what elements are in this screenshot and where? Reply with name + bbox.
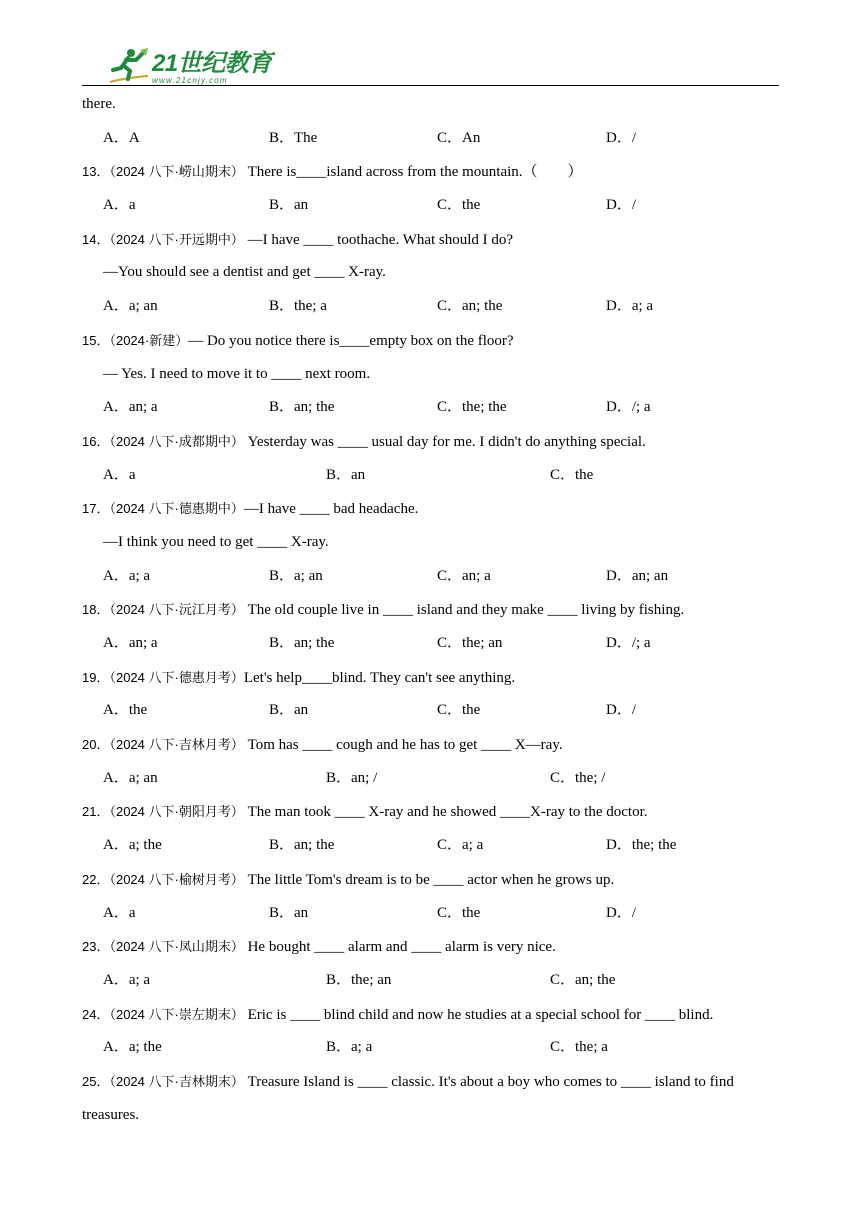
option-c: C．the; an <box>437 635 503 651</box>
question-text-continued: treasures. <box>82 1106 140 1123</box>
option-c: C．an; the <box>550 971 616 988</box>
option-c: C．an; the <box>437 298 503 315</box>
option-a: A．the <box>103 702 148 719</box>
option-c: C．a; a <box>437 837 484 854</box>
option-b: B．an; the <box>269 837 335 854</box>
option-row <box>82 762 782 796</box>
question-stem <box>82 661 782 695</box>
question-number: 17． <box>82 501 110 517</box>
option-d: D．/ <box>606 197 637 214</box>
option-b: B．a; an <box>269 567 323 584</box>
logo-wordmark: 21世纪教育 <box>152 50 272 77</box>
continued-text: there. <box>82 96 116 112</box>
option-a: A．a; the <box>103 1039 162 1056</box>
option-c: C．the <box>550 466 594 483</box>
option-row <box>82 829 782 863</box>
question-text: Eric is ____ blind child and now he studies at a special school for ____ blind. <box>243 1006 714 1023</box>
question-number: 18． <box>82 602 110 618</box>
option-b: B．an <box>269 197 309 214</box>
option-b: B．an <box>326 466 366 483</box>
question-source: （2024 八下·成都期中） <box>109 433 244 449</box>
option-b: B．a; a <box>326 1039 373 1056</box>
question-number: 22． <box>82 871 110 887</box>
question-number: 13． <box>82 164 110 180</box>
question-source: （2024 八下·德惠月考） <box>109 669 244 685</box>
option-row <box>82 290 782 324</box>
option-a: A．a; an <box>103 298 158 315</box>
question-number: 19． <box>82 669 110 685</box>
option-c: C．the <box>437 197 481 214</box>
option-c: C．the; / <box>550 769 606 786</box>
question-item <box>82 998 782 1065</box>
header-divider <box>82 85 779 86</box>
question-item <box>82 593 782 660</box>
question-stem <box>82 1065 782 1099</box>
question-item <box>82 728 782 795</box>
question-stem <box>82 324 782 358</box>
question-text: — Do you notice there is____empty box on the floor? <box>188 332 514 349</box>
option-b: B．an <box>269 904 309 921</box>
question-list <box>82 88 782 1132</box>
option-row <box>82 391 782 425</box>
option-d: D．/; a <box>606 635 651 651</box>
option-row <box>82 1031 782 1065</box>
question-item <box>82 661 782 728</box>
question-source: （2024 八下·朝阳月考） <box>109 804 244 820</box>
question-source: （2024 八下·崂山期末） <box>109 164 244 180</box>
option-row <box>82 627 782 661</box>
question-text: Treasure Island is ____ classic. It's about a boy who comes to ____ island to find <box>243 1073 734 1090</box>
question-text: Tom has ____ cough and he has to get ____ X—ray. <box>243 737 563 754</box>
option-row <box>82 459 782 493</box>
option-a: A．a <box>103 466 136 483</box>
page-header <box>82 38 779 86</box>
option-row <box>82 122 782 156</box>
question-number: 21． <box>82 804 110 820</box>
option-c: C．an; a <box>437 567 491 584</box>
question-item <box>82 863 782 930</box>
question-text: The little Tom's dream is to be ____ actor when he grows up. <box>243 871 615 888</box>
runner-icon <box>104 46 150 86</box>
option-a: A．a; a <box>103 567 151 584</box>
option-a: A．A <box>103 129 140 146</box>
question-number: 20． <box>82 737 110 753</box>
question-source: （2024 八下·开远期中） <box>109 231 244 247</box>
question-text: The man took ____ X-ray and he showed ____X-ray to the doctor. <box>243 804 648 821</box>
question-stem <box>82 930 782 964</box>
question-dialogue-line: — Yes. I need to move it to ____ next room. <box>103 365 371 382</box>
option-a: A．a; the <box>103 837 162 854</box>
question-stem <box>82 155 782 189</box>
option-a: A．a <box>103 197 136 214</box>
option-b: B．an; / <box>326 769 378 786</box>
brand-logo <box>104 42 272 86</box>
question-stem <box>82 492 782 526</box>
option-row <box>82 560 782 594</box>
question-stem <box>82 863 782 897</box>
question-item <box>82 492 782 593</box>
question-text: The old couple live in ____ island and they make ____ living by fishing. <box>243 602 685 619</box>
question-item <box>82 324 782 425</box>
option-b: B．an <box>269 702 309 719</box>
option-b: B．the; a <box>269 298 327 315</box>
question-number: 25． <box>82 1073 110 1089</box>
option-d: D．/ <box>606 904 637 921</box>
option-a: A．an; a <box>103 635 158 651</box>
question-source: （2024 八下·德惠期中） <box>109 501 244 517</box>
question-source: （2024 八下·榆树月考） <box>109 871 244 887</box>
option-d: D．/ <box>606 129 637 146</box>
option-row <box>82 694 782 728</box>
question-stem <box>82 223 782 257</box>
logo-url: www.21cnjy.com <box>152 76 228 85</box>
question-item <box>82 930 782 997</box>
question-item <box>82 223 782 324</box>
option-b: B．The <box>269 129 318 146</box>
question-number: 24． <box>82 1006 110 1022</box>
question-source: （2024 八下·沅江月考） <box>109 602 244 618</box>
question-number: 16． <box>82 433 110 449</box>
question-item <box>82 155 782 222</box>
option-row <box>82 189 782 223</box>
option-b: B．an; the <box>269 399 335 416</box>
option-c: C．the <box>437 904 481 921</box>
option-a: A．an; a <box>103 399 158 416</box>
question-source: （2024 八下·崇左期末） <box>109 1006 244 1022</box>
question-text: —I have ____ toothache. What should I do? <box>243 231 514 248</box>
option-d: D．/ <box>606 702 637 719</box>
question-number: 15． <box>82 332 110 348</box>
option-row <box>82 897 782 931</box>
option-d: D．an; an <box>606 567 669 584</box>
question-item <box>82 425 782 492</box>
option-b: B．an; the <box>269 635 335 651</box>
question-text: Let's help____blind. They can't see anything. <box>243 669 516 686</box>
question-number: 23． <box>82 939 110 955</box>
option-b: B．the; an <box>326 971 392 988</box>
option-a: A．a; an <box>103 769 158 786</box>
question-stem <box>82 998 782 1032</box>
option-c: C．the; a <box>550 1039 608 1056</box>
question-text: He bought ____ alarm and ____ alarm is very nice. <box>243 939 556 956</box>
option-d: D．the; the <box>606 837 677 854</box>
option-c: C．the <box>437 702 481 719</box>
question-source: （2024 八下·吉林期末） <box>109 1073 244 1089</box>
question-source: （2024 八下·凤山期末） <box>109 939 244 955</box>
question-text: —I have ____ bad headache. <box>243 501 419 518</box>
option-a: A．a <box>103 904 136 921</box>
option-row <box>82 964 782 998</box>
question-text: There is____island across from the mountain.（ ） <box>243 164 583 181</box>
question-stem <box>82 593 782 627</box>
option-a: A．a; a <box>103 971 151 988</box>
question-item <box>82 1065 782 1132</box>
question-dialogue-line: —I think you need to get ____ X-ray. <box>103 533 329 550</box>
question-stem <box>82 728 782 762</box>
option-d: D．a; a <box>606 298 654 315</box>
option-c: C．the; the <box>437 399 507 416</box>
question-item <box>82 795 782 862</box>
question-number: 14． <box>82 231 110 247</box>
question-text: Yesterday was ____ usual day for me. I didn't do anything special. <box>243 433 646 450</box>
option-d: D．/; a <box>606 399 651 416</box>
question-stem <box>82 425 782 459</box>
option-c: C．An <box>437 129 481 146</box>
question-source: （2024 八下·吉林月考） <box>109 737 244 753</box>
question-source: （2024·新建） <box>109 332 189 348</box>
question-stem <box>82 795 782 829</box>
question-dialogue-line: —You should see a dentist and get ____ X-ray. <box>103 264 386 281</box>
